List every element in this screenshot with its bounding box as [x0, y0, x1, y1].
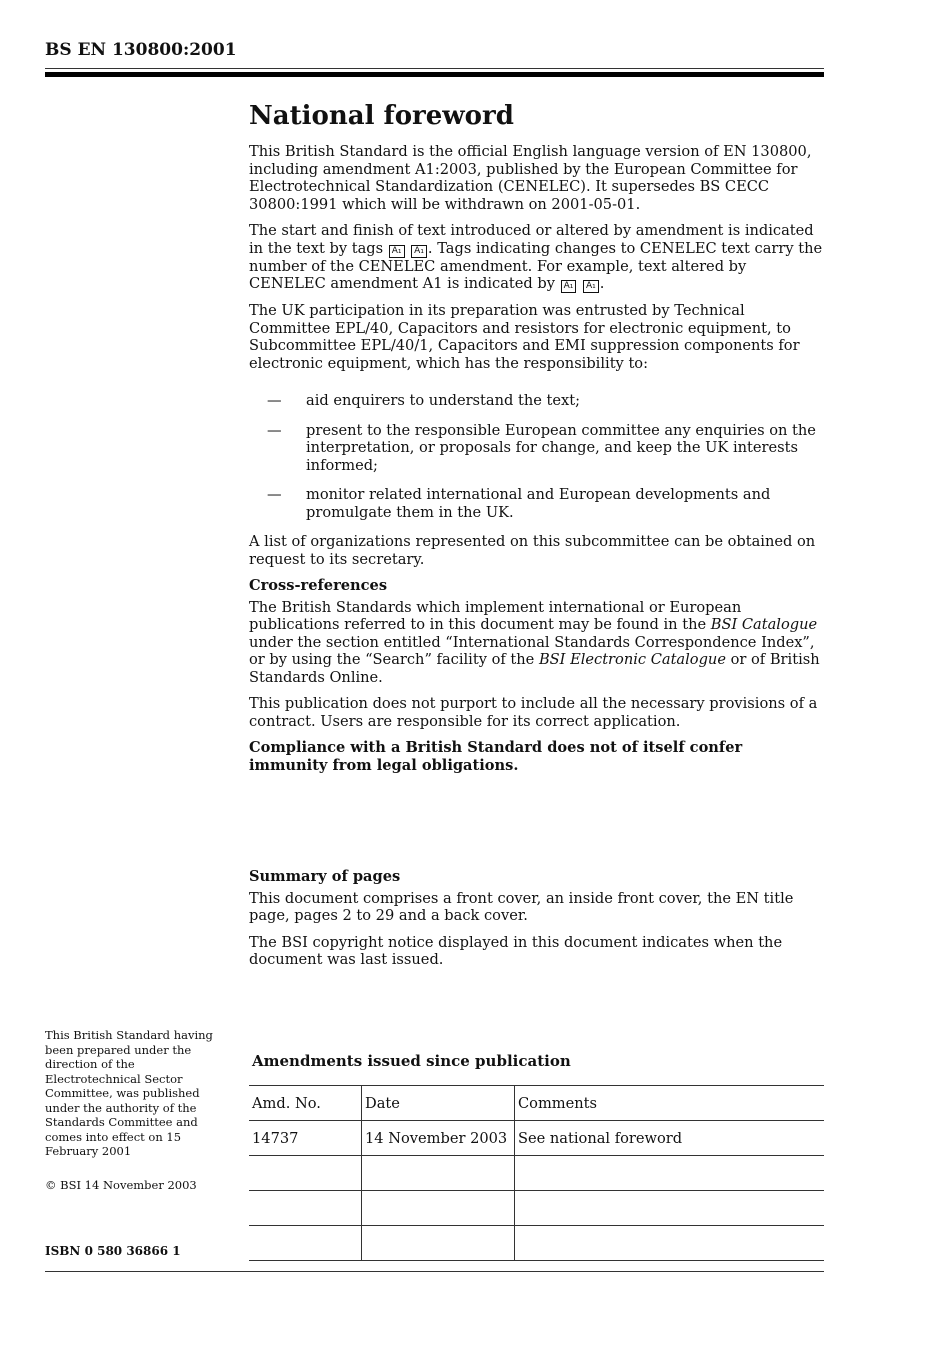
p2-text-c: . — [599, 275, 605, 292]
table-row — [249, 1226, 824, 1261]
table-cell — [515, 1226, 825, 1261]
amendment-close-tag-icon: A₁ — [583, 280, 599, 293]
copyright-notice: © BSI 14 November 2003 — [45, 1178, 197, 1192]
table-row — [249, 1191, 824, 1226]
table-cell — [515, 1191, 825, 1226]
page-title: National foreword — [249, 101, 514, 131]
compliance-statement: Compliance with a British Standard does not of itself confer immunity from legal obligations. — [249, 739, 743, 774]
summary-paragraph-1: This document comprises a front cover, an inside front cover, the EN title page, pages 2 to 29 and a back cover. — [249, 889, 794, 924]
dash-bullet: — — [267, 392, 282, 409]
list-item: — present to the responsible European committee any enquiries on the interpretation, or proposals for change, and keep the UK interests informed; — [267, 421, 816, 474]
table-cell — [362, 1156, 515, 1191]
bsi-electronic-catalogue-ref: BSI Electronic Catalogue — [538, 651, 726, 668]
amendment-open-tag-icon: A₁ — [389, 245, 405, 258]
table-cell — [249, 1226, 362, 1261]
foreword-paragraph-2 — [249, 222, 825, 293]
amendment-open-tag-icon: A₁ — [561, 280, 577, 293]
foreword-section — [249, 100, 825, 978]
table-cell — [362, 1226, 515, 1261]
table-cell — [362, 1191, 515, 1226]
column-header: Comments — [515, 1086, 825, 1121]
table-cell: 14 November 2003 — [362, 1121, 515, 1156]
amendment-close-tag-icon: A₁ — [411, 245, 427, 258]
amendments-table — [249, 1085, 824, 1261]
foreword-paragraph-4: A list of organizations represented on this subcommittee can be obtained on request to its secretary. — [249, 533, 816, 568]
summary-heading: Summary of pages — [249, 868, 401, 885]
list-item: — monitor related international and European developments and promulgate them in the UK. — [267, 486, 771, 521]
p2-text-a: The start and finish of text introduced or altered by amendment is indicated in the text by tags — [249, 222, 814, 257]
p2-text-b: . Tags indicating changes to CENELEC text carry the number of the CENELEC amendment. For example, text altered by CENELEC amendment A1 is indicated by — [249, 239, 823, 292]
column-header: Amd. No. — [249, 1086, 362, 1121]
table-cell — [249, 1191, 362, 1226]
table-cell — [249, 1156, 362, 1191]
table-cell — [515, 1156, 825, 1191]
dash-bullet: — — [267, 486, 282, 503]
publication-note: This British Standard having been prepared under the direction of the Electrotechnical Sector Committee, was published under the authority of the Standards Committee and comes into effect on 15 February 2001 — [45, 1028, 213, 1158]
table-row — [249, 1121, 824, 1156]
foreword-paragraph-5: This publication does not purport to include all the necessary provisions of a contract. Users are responsible for its correct application. — [249, 695, 818, 730]
bsi-catalogue-ref: BSI Catalogue — [710, 616, 818, 633]
table-cell: 14737 — [249, 1121, 362, 1156]
foreword-paragraph-3: The UK participation in its preparation was entrusted by Technical Committee EPL/40, Capacitors and resistors for electronic equipment, to Subcommittee EPL/40/1, Capacitors and EMI suppression components for electronic equipment, which has the responsibility to: — [249, 302, 800, 372]
responsibility-list — [249, 392, 825, 521]
column-header: Date — [362, 1086, 515, 1121]
isbn: ISBN 0 580 36866 1 — [45, 1244, 181, 1258]
amendments-title: Amendments issued since publication — [252, 1052, 571, 1070]
cross-references-heading: Cross-references — [249, 577, 388, 594]
cross-references-paragraph: The British Standards which implement international or European publications referred to in this document may be found in the BSI Catalogue under the section entitled “International Standards Correspondence Index”, or by using the “Search” facility of the BSI Electronic Catalogue or of British Standards Online. — [249, 598, 820, 686]
table-cell: See national foreword — [515, 1121, 825, 1156]
header-rule-thick — [45, 72, 824, 77]
summary-paragraph-2: The BSI copyright notice displayed in this document indicates when the document was last issued. — [249, 933, 783, 968]
document-id: BS EN 130800:2001 — [45, 40, 237, 60]
header-rule-thin — [45, 68, 824, 69]
footer-rule — [45, 1271, 824, 1272]
foreword-paragraph-1: This British Standard is the official English language version of EN 130800, including amendment A1:2003, published by the European Committee for Electrotechnical Standardization (CENELEC). It supersedes BS CECC 30800:1991 which will be withdrawn on 2001-05-01. — [249, 143, 812, 213]
table-header-row — [249, 1086, 824, 1121]
table-row — [249, 1156, 824, 1191]
list-item: — aid enquirers to understand the text; — [267, 392, 581, 409]
dash-bullet: — — [267, 421, 282, 439]
